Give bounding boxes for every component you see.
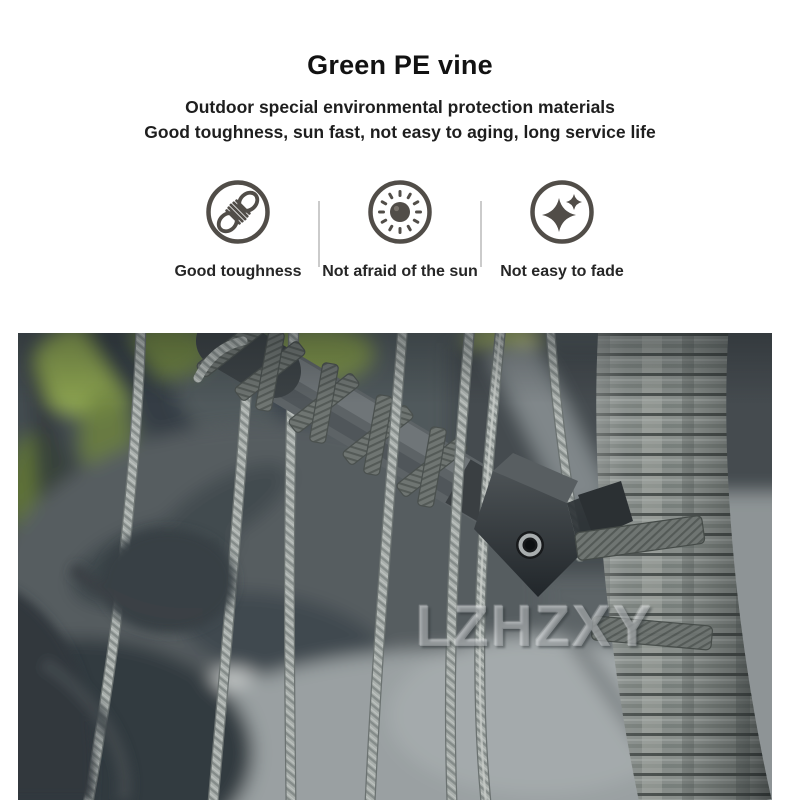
subtitle-line-1: Outdoor special environmental protection materials [185, 97, 615, 117]
feature-row [0, 177, 800, 281]
feature-label-toughness: Good toughness [174, 263, 302, 280]
watermark: LZHZXY [416, 594, 654, 659]
feature-label-fade: Not easy to fade [500, 263, 624, 280]
page-title: Green PE vine [307, 50, 493, 80]
product-photo [18, 333, 772, 800]
subtitle-line-2: Good toughness, sun fast, not easy to aging, long service life [144, 122, 656, 142]
spring-icon [203, 177, 273, 247]
feature-toughness [158, 177, 318, 281]
sparkle-icon [527, 177, 597, 247]
feature-sun [320, 177, 480, 281]
feature-fade [482, 177, 642, 281]
product-photo-illustration [18, 333, 772, 800]
subtitle [0, 95, 800, 145]
feature-label-sun: Not afraid of the sun [322, 263, 478, 280]
sun-icon [365, 177, 435, 247]
header [0, 0, 800, 145]
